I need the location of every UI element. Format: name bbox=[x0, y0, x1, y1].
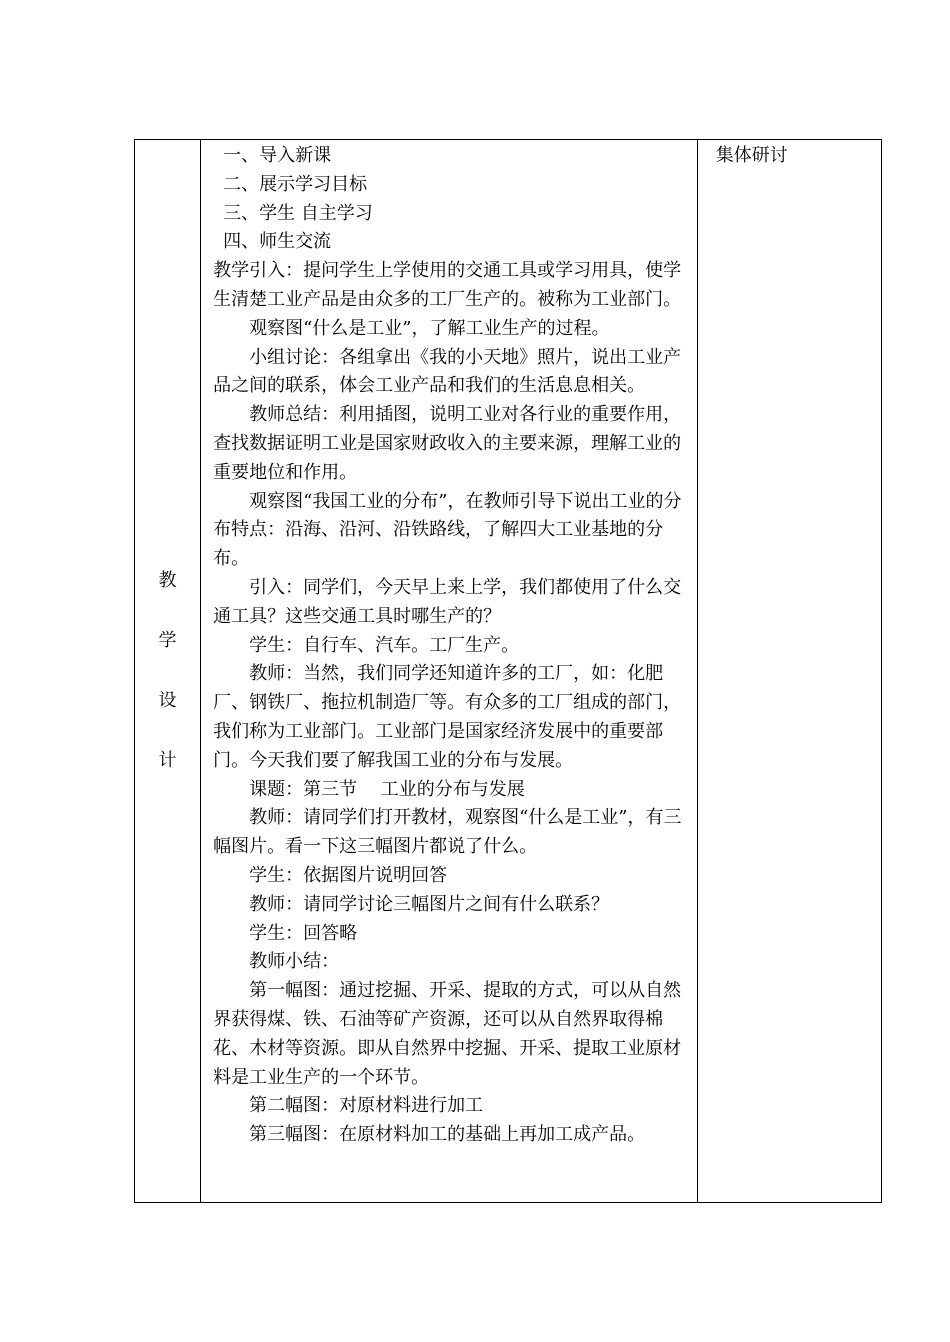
paragraph: 教师：当然，我们同学还知道许多的工厂，如：化肥厂、钢铁厂、拖拉机制造厂等。有众多的工厂组成的部门，我们称为工业部门。工业部门是国家经济发展中的重要部门。今天我们要了解我国工业的分布与发展。 bbox=[213, 663, 682, 771]
notes-text: 集体研讨 bbox=[715, 145, 788, 166]
paragraph: 第一幅图：通过挖掘、开采、提取的方式，可以从自然界获得煤、铁、石油等矿产资源，还可以从自然界取得棉花、木材等资源。即从自然界中挖掘、开采、提取工业原材料是工业生产的一个环节。 bbox=[213, 980, 682, 1088]
section-label-char: 学 bbox=[158, 630, 177, 651]
paragraph: 教师：请同学们打开教材，观察图“什么是工业”，有三幅图片。看一下这三幅图片都说了什么。 bbox=[213, 807, 682, 858]
paragraph: 教师总结：利用插图，说明工业对各行业的重要作用，查找数据证明工业是国家财政收入的主要来源，理解工业的重要地位和作用。 bbox=[213, 404, 682, 483]
paragraph: 教学引入：提问学生上学使用的交通工具或学习用具，使学生清楚工业产品是由众多的工厂生产的。被称为工业部门。 bbox=[213, 260, 682, 310]
lesson-design-table bbox=[134, 139, 882, 1203]
section-label-char: 教 bbox=[158, 570, 177, 591]
paragraph: 小组讨论：各组拿出《我的小天地》照片，说出工业产品之间的联系，体会工业产品和我们的生活息息相关。 bbox=[213, 346, 682, 397]
lesson-design-row bbox=[135, 140, 882, 1203]
outline-item: 二、展示学习目标 bbox=[223, 173, 368, 195]
section-label-char: 计 bbox=[158, 750, 177, 771]
paragraph: 学生：自行车、汽车。工厂生产。 bbox=[249, 634, 520, 656]
lesson-content bbox=[201, 140, 697, 1150]
paragraph: 教师小结： bbox=[249, 951, 340, 973]
paragraph: 教师：请同学讨论三幅图片之间有什么联系？ bbox=[249, 893, 610, 915]
paragraph: 课题：第三节 工业的分布与发展 bbox=[249, 778, 525, 800]
outline-item: 一、导入新课 bbox=[223, 145, 332, 166]
paragraph: 第三幅图：在原材料加工的基础上再加工成产品。 bbox=[249, 1124, 646, 1146]
paragraph: 引入：同学们，今天早上来上学，我们都使用了什么交通工具？这些交通工具时哪生产的？ bbox=[213, 576, 682, 627]
section-label-cell bbox=[135, 140, 201, 1203]
notes-cell bbox=[697, 140, 881, 1203]
paragraph: 第二幅图：对原材料进行加工 bbox=[249, 1095, 484, 1117]
paragraph: 学生：回答略 bbox=[249, 922, 358, 944]
outline-item: 四、师生交流 bbox=[223, 231, 332, 253]
content-cell bbox=[201, 140, 698, 1203]
paragraph: 观察图“我国工业的分布”，在教师引导下说出工业的分布特点：沿海、沿河、沿铁路线，了解四大工业基地的分布。 bbox=[213, 490, 682, 570]
section-label-char: 设 bbox=[158, 690, 177, 711]
outline-item: 三、学生 自主学习 bbox=[223, 202, 373, 224]
paragraph: 学生：依据图片说明回答 bbox=[249, 864, 448, 886]
paragraph: 观察图“什么是工业”，了解工业生产的过程。 bbox=[249, 317, 610, 339]
